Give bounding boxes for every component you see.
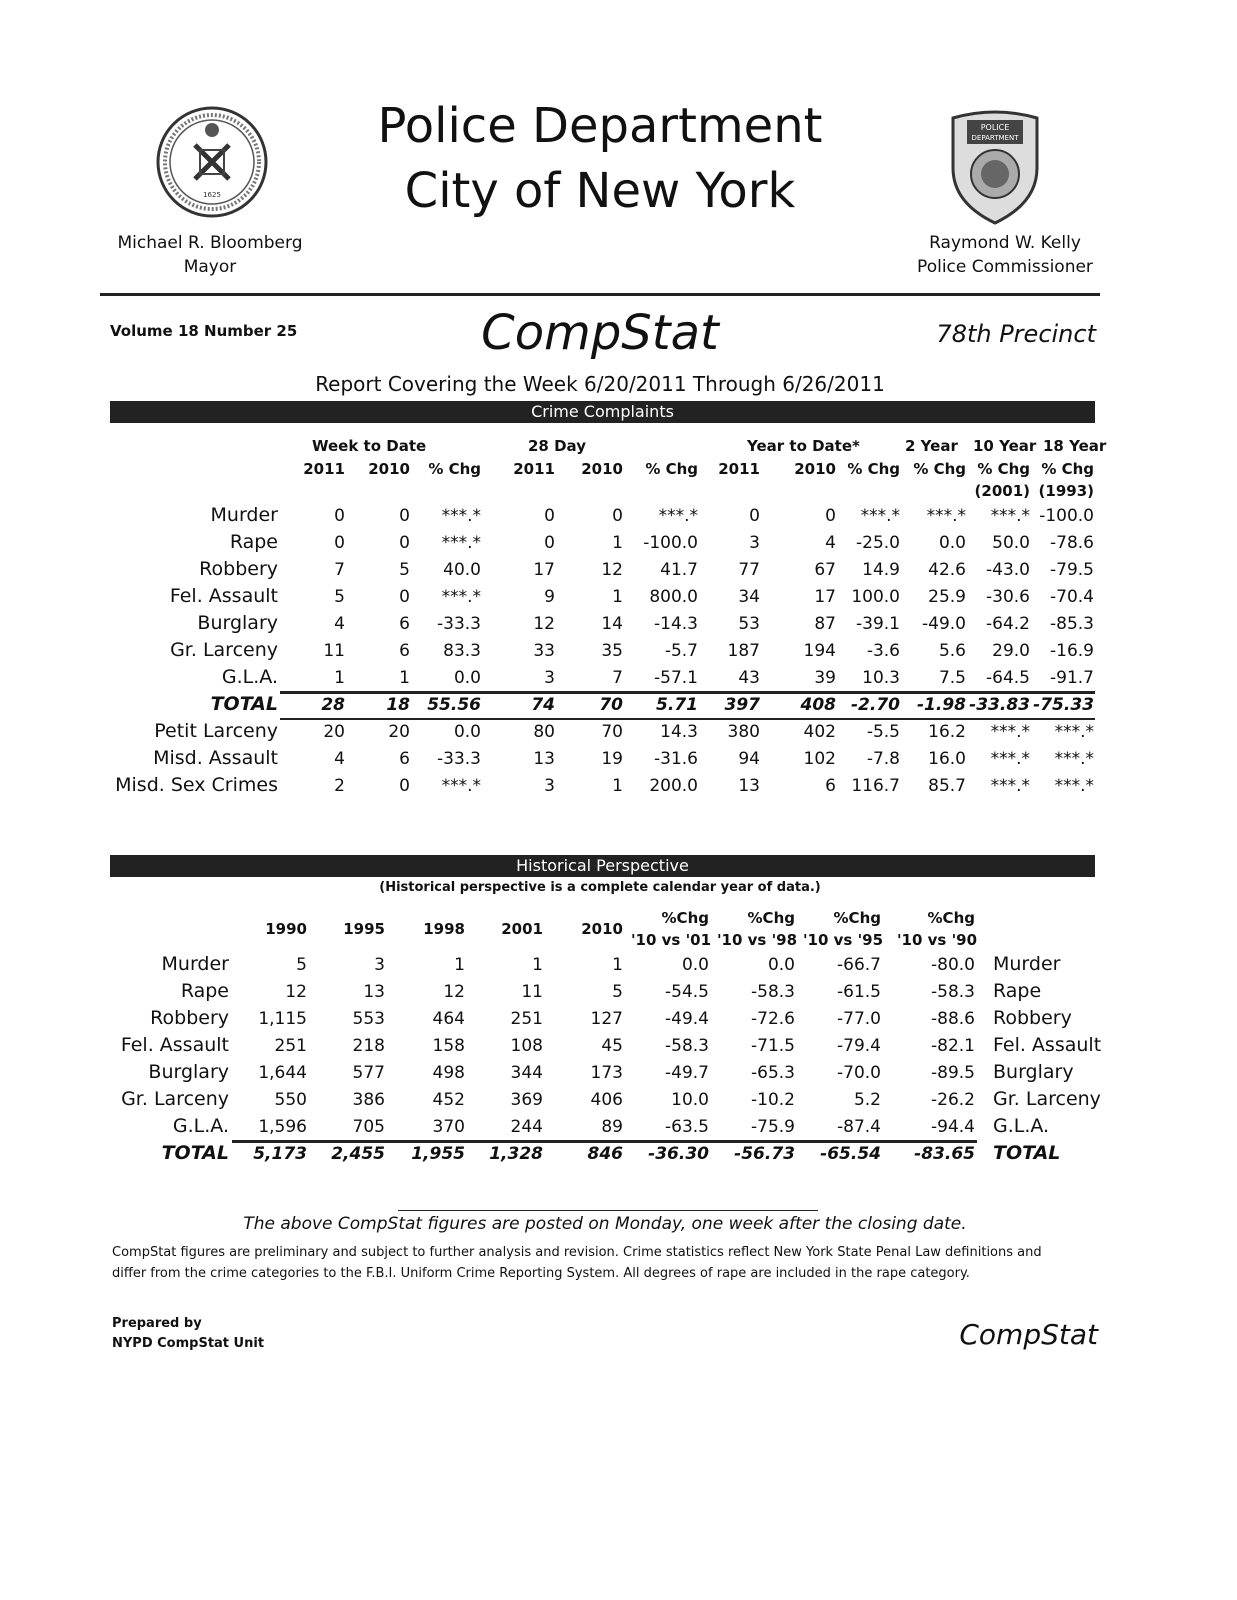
table-cell: 0 [544,506,555,526]
table-cell: 6 [399,614,410,634]
table-cell: -75.33 [1033,695,1094,715]
table-cell: ***.* [1054,749,1094,769]
table-cell: 12 [443,982,465,1002]
column-group-header: Year to Date* [747,437,860,455]
table-cell: 74 [531,695,555,715]
table-cell: 0 [399,776,410,796]
table-cell: 14.9 [862,560,900,580]
table-cell: -56.73 [734,1144,795,1164]
table-cell: 3 [544,668,555,688]
table-cell: -80.0 [931,955,975,975]
column-subheader: '10 vs '01 [630,931,712,949]
svg-text:DEPARTMENT: DEPARTMENT [971,134,1019,142]
table-cell: 70 [601,722,623,742]
table-cell: -64.2 [986,614,1030,634]
table-cell: 0 [399,506,410,526]
table-cell: 116.7 [851,776,900,796]
table-cell: ***.* [1054,722,1094,742]
column-header: 1998 [423,920,465,938]
table-cell: 173 [590,1063,623,1083]
column-header: % Chg [913,460,966,478]
table-cell: -87.4 [837,1117,881,1137]
table-cell: -85.3 [1050,614,1094,634]
table-cell: 0 [825,506,836,526]
column-group-header: 10 Year [973,437,1037,455]
table-cell: -100.0 [1039,506,1094,526]
table-cell: 0.0 [453,668,481,688]
table-cell: -7.8 [866,749,900,769]
column-header: %Chg [927,909,975,927]
table-cell: -1.98 [917,695,966,715]
table-cell: 1,328 [489,1144,543,1164]
column-header: 2010 [794,460,836,478]
table-cell: 87 [814,614,836,634]
table-cell: 1 [612,955,623,975]
table-cell: 452 [432,1090,465,1110]
column-header: 1995 [343,920,385,938]
column-header: 2011 [718,460,760,478]
table-cell: 34 [738,587,760,607]
table-cell: 0 [612,506,623,526]
table-cell: 13 [363,982,385,1002]
table-cell: -5.7 [664,641,698,661]
table-cell: 0 [544,533,555,553]
row-label: Fel. Assault [120,1034,229,1056]
table-cell: 397 [724,695,760,715]
table-cell: 29.0 [992,641,1030,661]
row-label-right: Fel. Assault [993,1034,1102,1056]
table-cell: 1 [454,955,465,975]
table-cell: 0 [399,533,410,553]
row-label-right: G.L.A. [993,1115,1050,1137]
table-cell: -43.0 [986,560,1030,580]
city-seal-icon [155,105,270,220]
row-label: Robbery [150,1007,229,1029]
table-cell: 40.0 [443,560,481,580]
table-cell: 5,173 [253,1144,307,1164]
table-cell: 218 [352,1036,385,1056]
table-cell: ***.* [990,749,1030,769]
total-top-rule [280,691,1095,694]
table-cell: 464 [432,1009,465,1029]
column-header: %Chg [833,909,881,927]
table-cell: ***.* [990,776,1030,796]
prepared-by: Prepared by [112,1316,202,1331]
table-cell: 28 [321,695,345,715]
column-header: 2010 [581,460,623,478]
column-header: % Chg [428,460,481,478]
table-cell: 12 [285,982,307,1002]
table-cell: 11 [323,641,345,661]
table-cell: -79.4 [837,1036,881,1056]
table-cell: 2 [334,776,345,796]
row-label: Misd. Sex Crimes [115,774,278,796]
svg-text:1625: 1625 [203,191,221,199]
table-cell: 498 [432,1063,465,1083]
column-group-header: 18 Year [1043,437,1107,455]
table-cell: 550 [274,1090,307,1110]
table-cell: 10.0 [671,1090,709,1110]
table-cell: 1,596 [258,1117,307,1137]
table-cell: 53 [738,614,760,634]
title-line2: City of New York [404,163,796,219]
row-label: Fel. Assault [169,585,278,607]
table-cell: 100.0 [851,587,900,607]
table-cell: 1 [612,533,623,553]
table-cell: -30.6 [986,587,1030,607]
column-header: 2011 [303,460,345,478]
table-cell: 194 [803,641,836,661]
crime-complaints-header: Crime Complaints [110,401,1095,423]
table-cell: 577 [352,1063,385,1083]
table-cell: 16.2 [928,722,966,742]
table-cell: ***.* [658,506,698,526]
total-bottom-rule [280,718,1095,720]
row-label: Burglary [197,612,278,634]
table-cell: -36.30 [648,1144,709,1164]
column-group-header: Week to Date [312,437,427,455]
table-cell: 0 [749,506,760,526]
table-cell: -25.0 [856,533,900,553]
table-cell: 12 [533,614,555,634]
precinct-label: 78th Precinct [936,320,1096,348]
column-group-header: 2 Year [905,437,958,455]
table-cell: 20 [388,722,410,742]
table-cell: 408 [800,695,836,715]
table-cell: 20 [323,722,345,742]
table-cell: 17 [533,560,555,580]
table-cell: -71.5 [751,1036,795,1056]
table-cell: 3 [374,955,385,975]
table-cell: 7 [612,668,623,688]
table-cell: -49.0 [922,614,966,634]
table-cell: 800.0 [649,587,698,607]
row-label-right: Robbery [993,1007,1072,1029]
row-label: Misd. Assault [153,747,278,769]
table-cell: ***.* [441,533,481,553]
table-cell: ***.* [1054,776,1094,796]
table-cell: 14.3 [660,722,698,742]
table-cell: 402 [803,722,836,742]
table-cell: 0.0 [453,722,481,742]
table-cell: -33.3 [437,749,481,769]
table-cell: 67 [814,560,836,580]
column-header: 2011 [513,460,555,478]
table-cell: -33.83 [969,695,1030,715]
table-cell: 102 [803,749,836,769]
table-cell: 35 [601,641,623,661]
table-cell: 25.9 [928,587,966,607]
table-cell: -3.6 [866,641,900,661]
column-header: 2010 [581,920,623,938]
row-label: G.L.A. [172,1115,229,1137]
table-cell: 5 [334,587,345,607]
table-cell: -70.4 [1050,587,1094,607]
table-cell: 17 [814,587,836,607]
row-label-right: Rape [993,980,1042,1002]
table-cell: 5.2 [853,1090,881,1110]
table-cell: 80 [533,722,555,742]
table-cell: 0.0 [681,955,709,975]
row-label-right: Gr. Larceny [993,1088,1101,1110]
table-cell: 39 [814,668,836,688]
table-cell: 1,115 [258,1009,307,1029]
column-group-header: 28 Day [528,437,586,455]
table-cell: -83.65 [914,1144,975,1164]
table-cell: 12 [601,560,623,580]
table-cell: 55.56 [427,695,481,715]
row-label-right: Burglary [993,1061,1074,1083]
row-label: TOTAL [161,1142,229,1164]
table-cell: 5.71 [656,695,698,715]
row-label: G.L.A. [221,666,278,688]
table-cell: -89.5 [931,1063,975,1083]
table-cell: ***.* [441,776,481,796]
volume-number: Volume 18 Number 25 [110,322,298,340]
table-cell: 9 [544,587,555,607]
table-cell: -65.3 [751,1063,795,1083]
table-cell: 14 [601,614,623,634]
mayor-name: Michael R. Bloomberg [117,233,303,253]
table-cell: 251 [510,1009,543,1029]
row-label-right: Murder [993,953,1061,975]
row-label: TOTAL [210,693,278,715]
table-cell: -82.1 [931,1036,975,1056]
table-cell: -26.2 [931,1090,975,1110]
table-cell: 4 [334,614,345,634]
table-cell: -16.9 [1050,641,1094,661]
table-cell: -88.6 [931,1009,975,1029]
row-label: Robbery [199,558,278,580]
row-label-right: TOTAL [993,1142,1061,1164]
commissioner-title: Police Commissioner [917,257,1093,277]
table-cell: 5.6 [938,641,966,661]
column-header: %Chg [661,909,709,927]
table-cell: -77.0 [837,1009,881,1029]
disclaimer-line1: CompStat figures are preliminary and subject to further analysis and revision. Crime statistics reflect New York State Penal Law definitions and [112,1245,1042,1260]
table-cell: 85.7 [928,776,966,796]
disclaimer-line2: differ from the crime categories to the F.B.I. Uniform Crime Reporting System. All degrees of rape are included in the rape category. [112,1266,970,1281]
table-cell: 89 [601,1117,623,1137]
table-cell: -79.5 [1050,560,1094,580]
report-period: Report Covering the Week 6/20/2011 Through 6/26/2011 [315,372,885,396]
header-divider [100,293,1100,296]
svg-text:POLICE: POLICE [980,123,1010,132]
footer-compstat-brand: CompStat [959,1318,1098,1351]
table-cell: ***.* [860,506,900,526]
table-cell: 11 [521,982,543,1002]
table-cell: 344 [510,1063,543,1083]
table-cell: 7.5 [938,668,966,688]
column-subheader: '10 vs '98 [716,931,798,949]
table-cell: 43 [738,668,760,688]
column-header: % Chg [645,460,698,478]
table-cell: ***.* [441,587,481,607]
row-label: Gr. Larceny [121,1088,229,1110]
column-subheader: (2001) [974,482,1030,500]
table-cell: 16.0 [928,749,966,769]
table-cell: 3 [544,776,555,796]
table-cell: -10.2 [751,1090,795,1110]
table-cell: -39.1 [856,614,900,634]
table-cell: 4 [825,533,836,553]
table-cell: 127 [590,1009,623,1029]
table-cell: ***.* [926,506,966,526]
table-cell: 369 [510,1090,543,1110]
prepared-by-unit: NYPD CompStat Unit [112,1336,265,1351]
total-top-rule [232,1140,977,1143]
posted-note: The above CompStat figures are posted on Monday, one week after the closing date. [243,1214,967,1234]
column-header: 2001 [501,920,543,938]
table-cell: 0 [334,533,345,553]
compstat-brand: CompStat [481,305,719,361]
table-cell: 4 [334,749,345,769]
table-cell: -91.7 [1050,668,1094,688]
table-cell: 386 [352,1090,385,1110]
table-cell: -61.5 [837,982,881,1002]
table-cell: 406 [590,1090,623,1110]
table-cell: -64.5 [986,668,1030,688]
column-header: % Chg [977,460,1030,478]
table-cell: 94 [738,749,760,769]
historical-subtitle: (Historical perspective is a complete calendar year of data.) [379,880,821,895]
table-cell: 45 [601,1036,623,1056]
table-cell: 50.0 [992,533,1030,553]
table-cell: 1 [399,668,410,688]
table-cell: 1,955 [411,1144,465,1164]
table-cell: 3 [749,533,760,553]
table-cell: 5 [612,982,623,1002]
table-cell: 244 [510,1117,543,1137]
table-cell: -54.5 [665,982,709,1002]
row-label: Murder [210,504,278,526]
table-cell: ***.* [990,722,1030,742]
table-cell: 42.6 [928,560,966,580]
table-cell: -33.3 [437,614,481,634]
commissioner-name: Raymond W. Kelly [929,233,1081,253]
table-cell: 200.0 [649,776,698,796]
table-cell: 1 [612,776,623,796]
column-subheader: (1993) [1038,482,1094,500]
table-cell: 251 [274,1036,307,1056]
column-header: 2010 [368,460,410,478]
column-header: %Chg [747,909,795,927]
row-label: Burglary [148,1061,229,1083]
table-cell: -57.1 [654,668,698,688]
table-cell: 1 [612,587,623,607]
table-cell: -65.54 [820,1144,881,1164]
table-cell: -2.70 [851,695,900,715]
row-label: Rape [180,980,229,1002]
table-cell: -58.3 [665,1036,709,1056]
table-cell: ***.* [990,506,1030,526]
table-cell: -5.5 [866,722,900,742]
table-cell: 380 [727,722,760,742]
table-cell: 18 [386,695,410,715]
table-cell: 83.3 [443,641,481,661]
table-cell: 70 [599,695,623,715]
column-header: % Chg [847,460,900,478]
column-header: % Chg [1041,460,1094,478]
table-cell: -58.3 [931,982,975,1002]
table-cell: -49.4 [665,1009,709,1029]
table-cell: 41.7 [660,560,698,580]
table-cell: -31.6 [654,749,698,769]
table-cell: 13 [533,749,555,769]
table-cell: 705 [352,1117,385,1137]
table-cell: 10.3 [862,668,900,688]
table-cell: 1,644 [258,1063,307,1083]
row-label: Rape [229,531,278,553]
table-cell: -14.3 [654,614,698,634]
table-cell: 6 [825,776,836,796]
table-cell: 6 [399,749,410,769]
table-cell: 1 [532,955,543,975]
row-label: Murder [161,953,229,975]
table-cell: -78.6 [1050,533,1094,553]
column-subheader: '10 vs '90 [896,931,978,949]
mayor-title: Mayor [183,257,237,277]
table-cell: -100.0 [643,533,698,553]
table-cell: 19 [601,749,623,769]
table-cell: 553 [352,1009,385,1029]
table-cell: 158 [432,1036,465,1056]
table-cell: 13 [738,776,760,796]
table-cell: 370 [432,1117,465,1137]
table-cell: 6 [399,641,410,661]
table-cell: 0.0 [938,533,966,553]
footer-divider [398,1210,818,1211]
table-cell: -70.0 [837,1063,881,1083]
table-cell: -49.7 [665,1063,709,1083]
historical-perspective-header: Historical Perspective [110,855,1095,877]
table-cell: 33 [533,641,555,661]
table-cell: ***.* [441,506,481,526]
table-cell: -94.4 [931,1117,975,1137]
row-label: Gr. Larceny [170,639,278,661]
table-cell: 0 [399,587,410,607]
table-cell: -72.6 [751,1009,795,1029]
table-cell: 108 [510,1036,543,1056]
table-cell: 0.0 [767,955,795,975]
table-cell: 1 [334,668,345,688]
table-cell: 5 [399,560,410,580]
column-header: 1990 [265,920,307,938]
table-cell: -58.3 [751,982,795,1002]
table-cell: -66.7 [837,955,881,975]
table-cell: 846 [587,1144,623,1164]
table-cell: 7 [334,560,345,580]
table-cell: 0 [334,506,345,526]
table-cell: -75.9 [751,1117,795,1137]
title-line1: Police Department [377,98,823,154]
table-cell: 187 [727,641,760,661]
table-cell: 77 [738,560,760,580]
table-cell: -63.5 [665,1117,709,1137]
nypd-patch-icon [945,108,1045,228]
row-label: Petit Larceny [154,720,278,742]
column-subheader: '10 vs '95 [802,931,884,949]
table-cell: 5 [296,955,307,975]
table-cell: 2,455 [331,1144,385,1164]
